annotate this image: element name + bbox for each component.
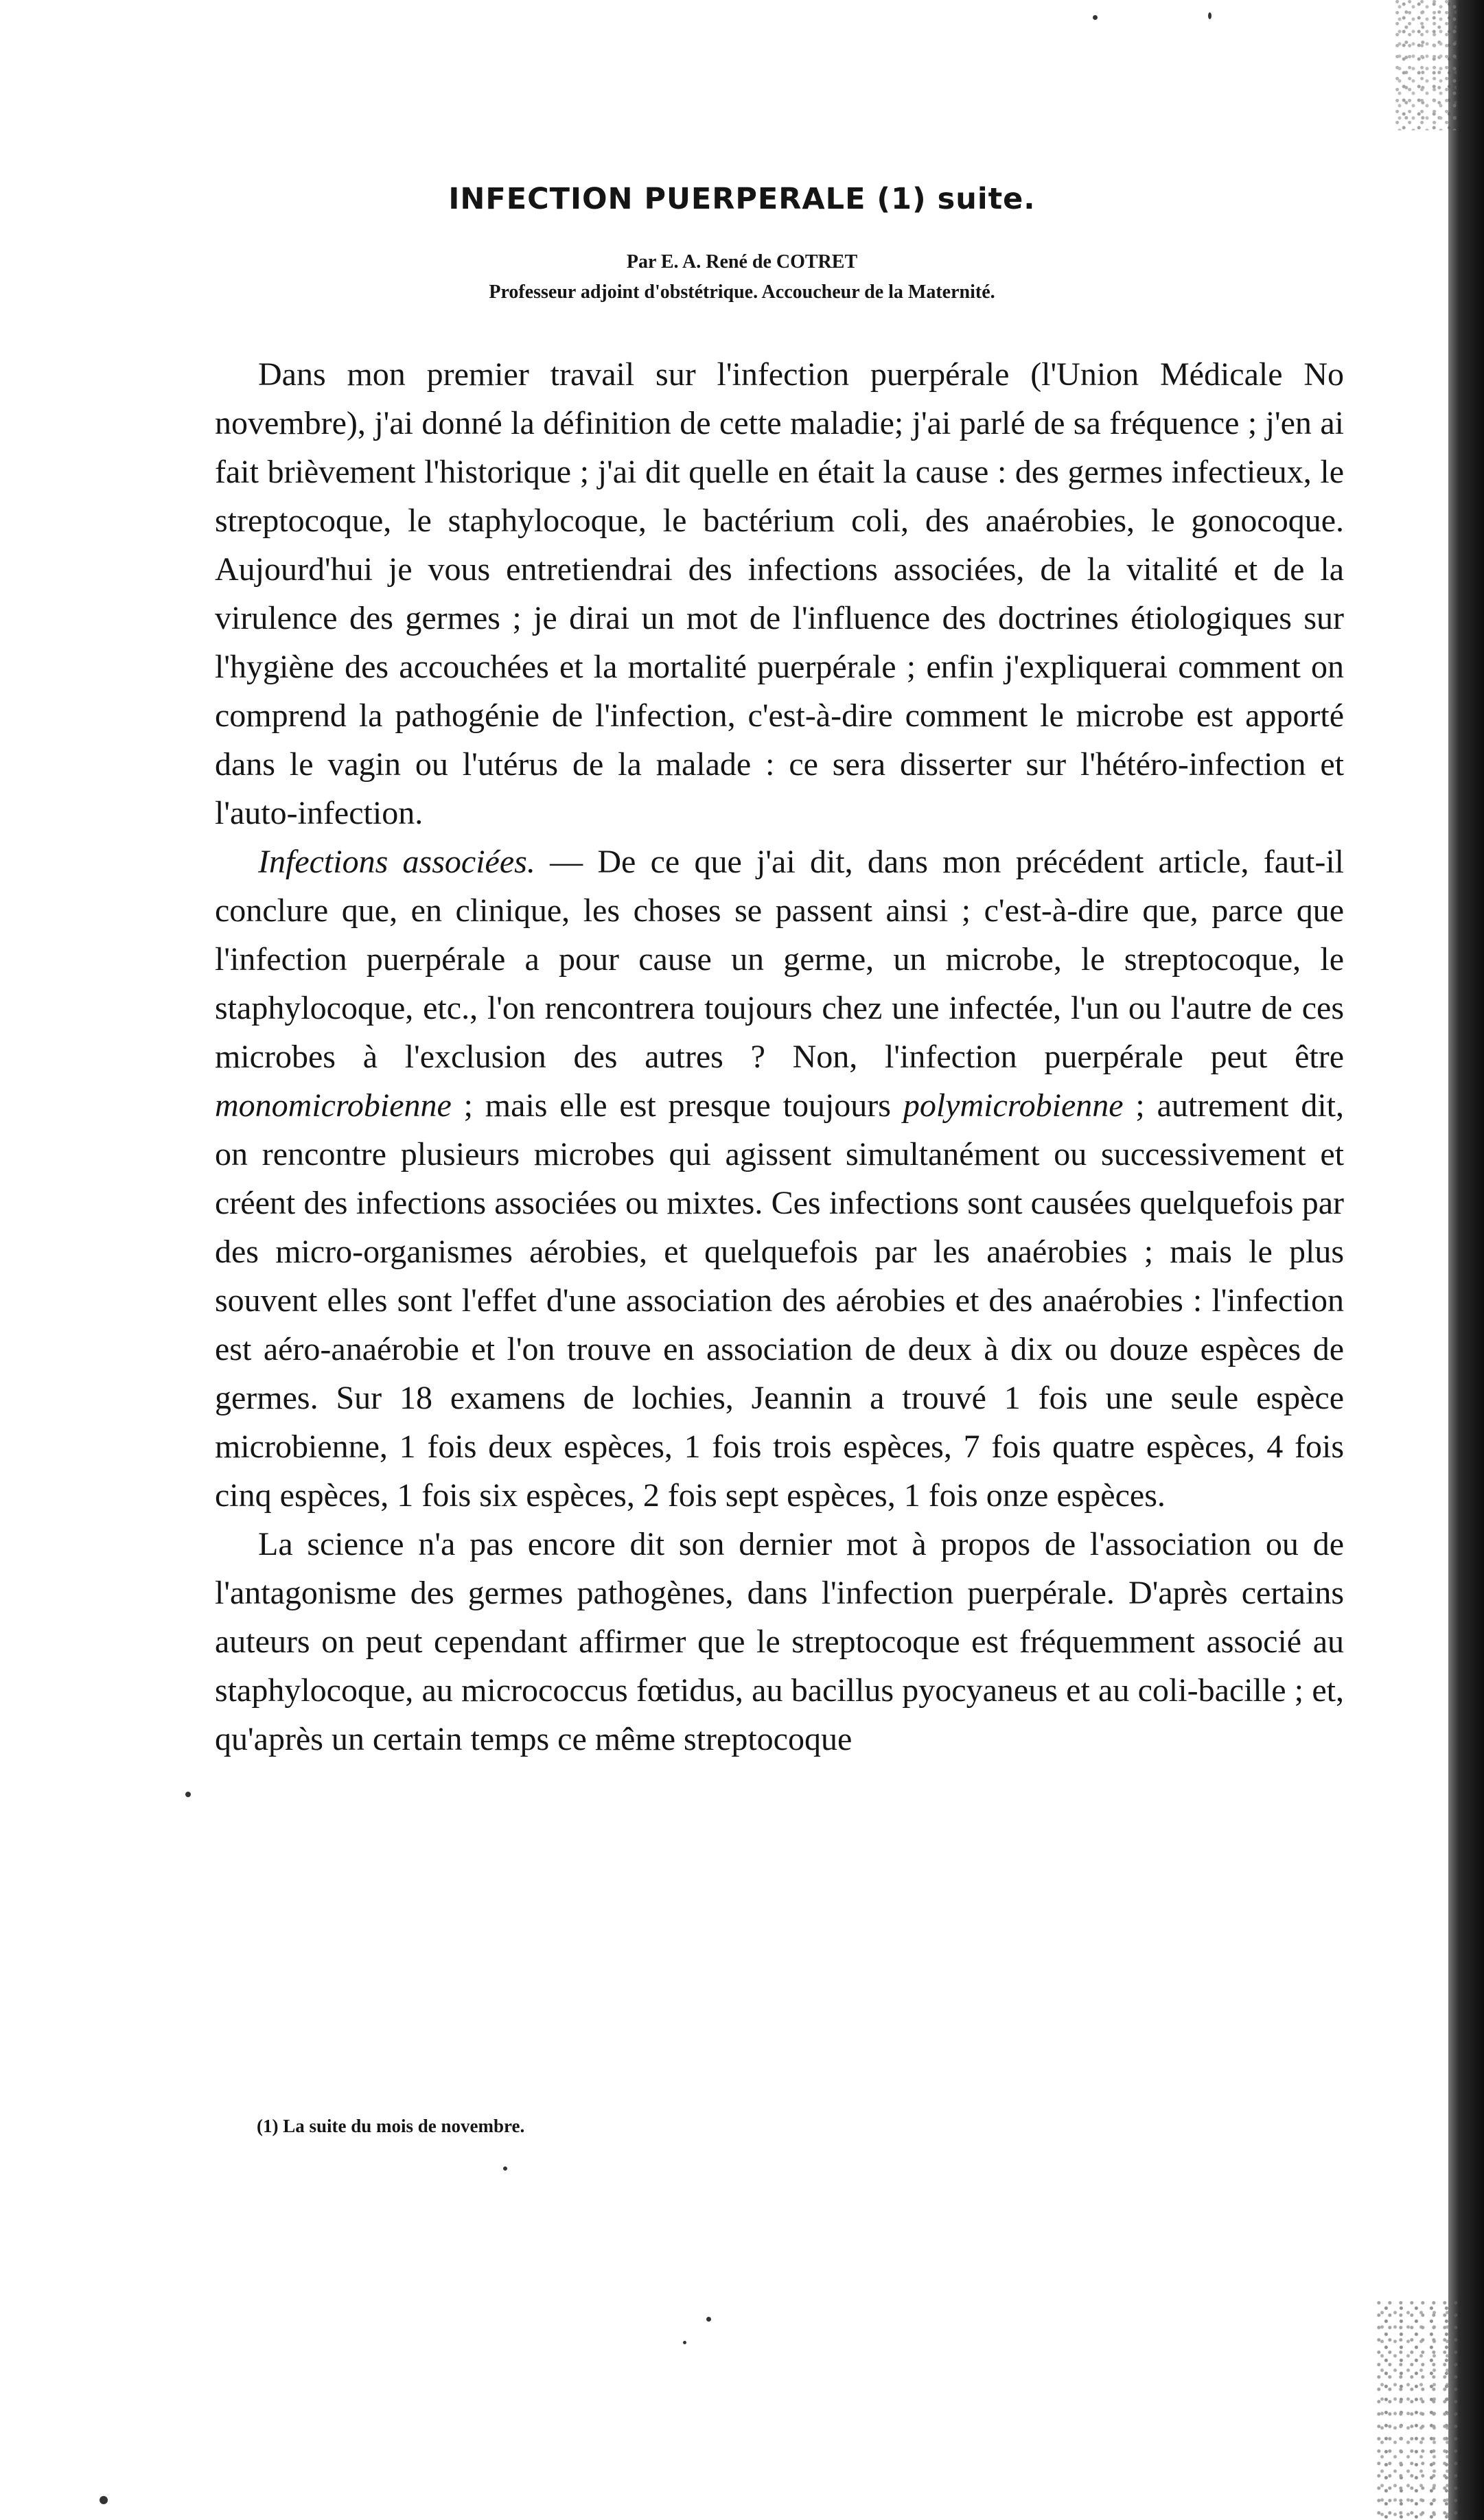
page-title: INFECTION PUERPERALE (1) suite.: [448, 182, 1036, 216]
term-polymicrobienne: polymicrobienne: [903, 1087, 1124, 1124]
scan-speck: [1093, 15, 1098, 20]
article-body: [215, 350, 1344, 1764]
scan-noise-bottom: [1376, 2300, 1458, 2520]
footnote: (1) La suite du mois de novembre.: [257, 2116, 525, 2136]
section-heading-infections-associees: Infections associées.: [258, 844, 535, 880]
paragraph-2: [215, 837, 1344, 1520]
scan-page-edge: [1448, 0, 1484, 2520]
scan-noise-top: [1395, 0, 1457, 130]
paragraph-1: Dans mon premier travail sur l'infection puerpérale (l'Union Médicale No novembre), j'ai donné la définition de cette maladie; j'ai parlé de sa fréquence ; j'en ai fait brièvement l'historique ; j'ai dit quelle en était la cause : des germes infectieux, le streptocoque, le staphylocoque, le bactérium coli, des anaérobies, le gonocoque. Aujourd'hui je vous entretiendrai des infections associées, de la vitalité et de la virulence des germes ; je dirai un mot de l'influence des doctrines étiologiques sur l'hygiène des accouchées et la mortalité puerpérale ; enfin j'expliquerai comment on comprend la pathogénie de l'infection, c'est-à-dire comment le microbe est apporté dans le vagin ou l'utérus de la malade : ce sera disserter sur l'hétéro-infection et l'auto-infection.: [215, 356, 1344, 831]
paragraph-2-text-c: ; autrement dit, on rencontre plusieurs microbes qui agissent simultanément ou successivement et créent des infections associées ou mixtes. Ces infections sont causées quelquefois par des micro-organismes aérobies, et quelquefois par les anaérobies ; mais le plus souvent elles sont l'effet d'une association des aérobies et des anaérobies : l'infection est aéro-anaérobie et l'on trouve en association de deux à dix ou douze espèces de germes. Sur 18 examens de lochies, Jeannin a trouvé 1 fois une seule espèce microbienne, 1 fois deux espèces, 1 fois trois espèces, 7 fois quatre espèces, 4 fois cinq espèces, 1 fois six espèces, 2 fois sept espèces, 1 fois onze espèces.: [215, 1087, 1345, 1514]
scan-speck: [503, 2166, 507, 2171]
paragraph-3: La science n'a pas encore dit son dernier mot à propos de l'association ou de l'antagonisme des germes pathogènes, dans l'infection puerpérale. D'après certains auteurs on peut cependant affirmer que le streptocoque est fréquemment associé au staphylocoque, au micrococcus fœtidus, au bacillus pyocyaneus et au coli-bacille ; et, qu'après un certain temps ce même streptocoque: [215, 1526, 1344, 1757]
scan-speck: [100, 2496, 108, 2504]
scan-speck: [706, 2317, 711, 2322]
scan-speck: [1208, 12, 1211, 19]
scan-speck: [185, 1792, 191, 1797]
scan-speck: [683, 2341, 686, 2344]
affiliation-line: Professeur adjoint d'obstétrique. Accoucheur de la Maternité.: [489, 281, 995, 303]
paragraph-2-text-a: — De ce que j'ai dit, dans mon précédent article, faut-il conclure que, en clinique, les choses se passent ainsi ; c'est-à-dire que, parce que l'infection puerpérale a pour cause un germe, un microbe, le streptocoque, le staphylocoque, etc., l'on rencontrera toujours chez une infectée, l'un ou l'autre de ces microbes à l'exclusion des autres ? Non, l'infection puerpérale peut être: [215, 844, 1344, 1075]
term-monomicrobienne: monomicrobienne: [215, 1087, 452, 1124]
byline: [0, 247, 1484, 308]
author-line: Par E. A. René de COTRET: [626, 251, 858, 273]
paragraph-2-text-b: ; mais elle est presque toujours: [451, 1087, 903, 1124]
